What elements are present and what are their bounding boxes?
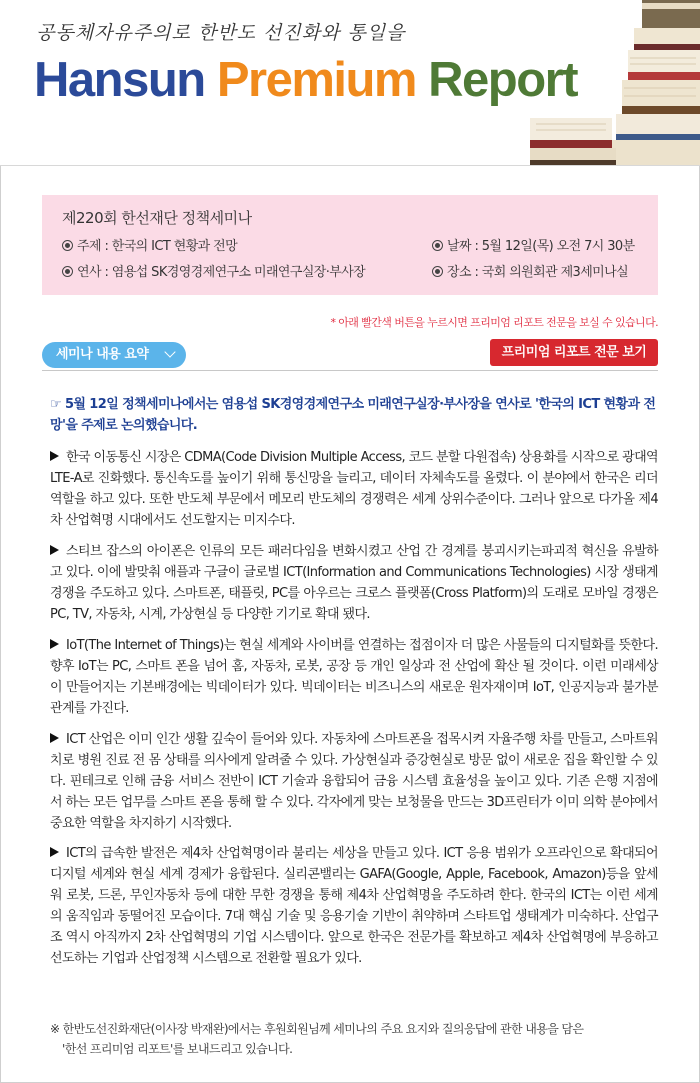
- triangle-bullet-icon: [50, 847, 59, 857]
- brand-word-premium: Premium: [216, 53, 416, 107]
- summary-paragraph: [50, 541, 658, 625]
- triangle-bullet-icon: [50, 639, 59, 649]
- summary-paragraph: [50, 843, 658, 969]
- seminar-place: [432, 261, 628, 280]
- radio-bullet-icon: [62, 266, 73, 277]
- header-banner: [0, 0, 700, 165]
- seminar-speaker-text: 연사 : 염용섭 SK경영경제연구소 미래연구실장·부사장: [77, 265, 366, 280]
- summary-paragraph: [50, 729, 658, 834]
- seminar-summary-label: 세미나 내용 요약: [56, 347, 149, 362]
- summary-paragraph-text: ICT 산업은 이미 인간 생활 깊숙이 들어와 있다. 자동차에 스마트폰을 접목시켜 자율주행 차를 만들고, 스마트워치로 병원 진료 전 몸 상태를 의사에게 알려줄 수 있다. 가상현실과 증강현실로 방문 없이 새로운 집을 확인할 수 있다. 핀테크로 인해 금융 서비스 전반이 ICT 기술과 융합되어 금융 시스템 효율성을 높이고 있다. 기존 은행 지점에서 하는 모든 업무를 스마트 폰을 통해 할 수 있다. 각자에게 맞는 보청물을 만드는 3D프린터가 이미 의학 분야에서 중요한 역할을 차지하기 시작했다.: [50, 732, 658, 831]
- seminar-speaker: [62, 261, 365, 280]
- book-stack-icon: [530, 0, 700, 165]
- brand-word-report: Report: [428, 53, 578, 107]
- footer-line-1: ※ 한반도선진화재단(이사장 박재완)에서는 후원회원님께 세미나의 주요 요지와 질의응답에 관한 내용을 담은: [50, 1022, 584, 1036]
- premium-report-button[interactable]: 프리미엄 리포트 전문 보기: [490, 339, 658, 366]
- radio-bullet-icon: [432, 240, 443, 251]
- brand-title: [34, 52, 577, 108]
- seminar-topic: [62, 235, 237, 254]
- seminar-summary-tab[interactable]: [42, 342, 186, 368]
- radio-bullet-icon: [432, 266, 443, 277]
- seminar-info-box: [42, 195, 658, 295]
- radio-bullet-icon: [62, 240, 73, 251]
- seminar-topic-text: 주제 : 한국의 ICT 현황과 전망: [77, 239, 238, 254]
- section-divider: [42, 370, 658, 371]
- summary-paragraph-text: 한국 이동통신 시장은 CDMA(Code Division Multiple Access, 코드 분할 다원접속) 상용화를 시작으로 광대역 LTE-A로 진화했다. 통신속도를 높이기 위해 통신망을 늘리고, 데이터 자체속도를 올렸다. 이 분야에서 한국은 리더 역할을 하고 있다. 또한 반도체 부문에서 메모리 반도체의 경쟁력은 세계 상위수준이다. 그러나 앞으로 다가올 제4차 산업혁명 시대에서도 선도할지는 미지수다.: [50, 450, 658, 528]
- summary-paragraph: [50, 447, 658, 531]
- summary-paragraph-text: ICT의 급속한 발전은 제4차 산업혁명이라 불리는 세상을 만들고 있다. ICT 응용 범위가 오프라인으로 확대되어 디지털 세계와 현실 세계 경제가 융합된다. 실리콘밸리는 GAFA(Google, Apple, Facebook, Amazon)등을 앞세워 로봇, 드론, 무인자동차 등에 대한 무한 경쟁을 통해 제4차 산업혁명을 주도하려 한다. 한국의 ICT는 이런 세계의 움직임과 동떨어진 모습이다. 7대 핵심 기술 및 응용기술 기반이 취약하며 스타트업 생태계가 미숙하다. 산업구조 역시 아직까지 2차 산업혁명의 기업 시스템이다. 앞으로 한국은 전문가를 확보하고 제4차 산업혁명에 부응하고 선도하는 기업과 산업정책 시스템으로 전환할 필요가 있다.: [50, 846, 658, 966]
- premium-notice: * 아래 빨간색 버튼을 누르시면 프리미엄 리포트 전문을 보실 수 있습니다.: [330, 316, 658, 329]
- brand-word-hansun: Hansun: [34, 53, 205, 107]
- triangle-bullet-icon: [50, 733, 59, 743]
- summary-paragraph-text: IoT(The Internet of Things)는 현실 세계와 사이버를 연결하는 접점이자 더 많은 사물들의 디지털화를 뜻한다. 향후 IoT는 PC, 스마트 폰을 넘어 홈, 자동차, 로봇, 공장 등 개인 일상과 전 산업에 확산 될 것이다. 이런 미래세상이 만들어지는 기본배경에는 빅데이터가 있다. 빅데이터는 비즈니스의 새로운 원자재이며 IoT, 인공지능과 불가분 관계를 가진다.: [50, 638, 658, 716]
- triangle-bullet-icon: [50, 451, 59, 461]
- chevron-down-icon: [164, 346, 175, 357]
- seminar-title: 제220회 한선재단 정책세미나: [62, 209, 252, 227]
- seminar-place-text: 장소 : 국회 의원회관 제3세미나실: [447, 265, 629, 280]
- summary-paragraph-text: 스티브 잡스의 아이폰은 인류의 모든 패러다임을 변화시켰고 산업 간 경계를 붕괴시키는파괴적 혁신을 유발하고 있다. 이에 발맞춰 애플과 구글이 글로벌 ICT(Information and Communications Technologies) 시장 생태계 경쟁을 주도하고 있다. 스마트폰, 태플릿, PC를 아우르는 크로스 플랫폼(Cross Platform)의 도래로 모바일 경쟁은 PC, TV, 자동차, 시계, 가상현실 등 다양한 기기로 확대 됐다.: [50, 544, 658, 622]
- footer-line-2: '한선 프리미엄 리포트'를 보내드리고 있습니다.: [62, 1042, 293, 1056]
- seminar-date: [432, 235, 635, 254]
- footer-note: [50, 1019, 658, 1059]
- tagline: 공동체자유주의로 한반도 선진화와 통일을: [36, 22, 406, 44]
- header-divider: [0, 165, 700, 166]
- intro-text: ☞ 5월 12일 정책세미나에서는 염용섭 SK경영경제연구소 미래연구실장·부사장을 연사로 '한국의 ICT 현황과 전망'을 주제로 논의했습니다.: [50, 397, 656, 433]
- seminar-date-text: 날짜 : 5월 12일(목) 오전 7시 30분: [447, 239, 635, 254]
- triangle-bullet-icon: [50, 545, 59, 555]
- summary-paragraph: [50, 635, 658, 719]
